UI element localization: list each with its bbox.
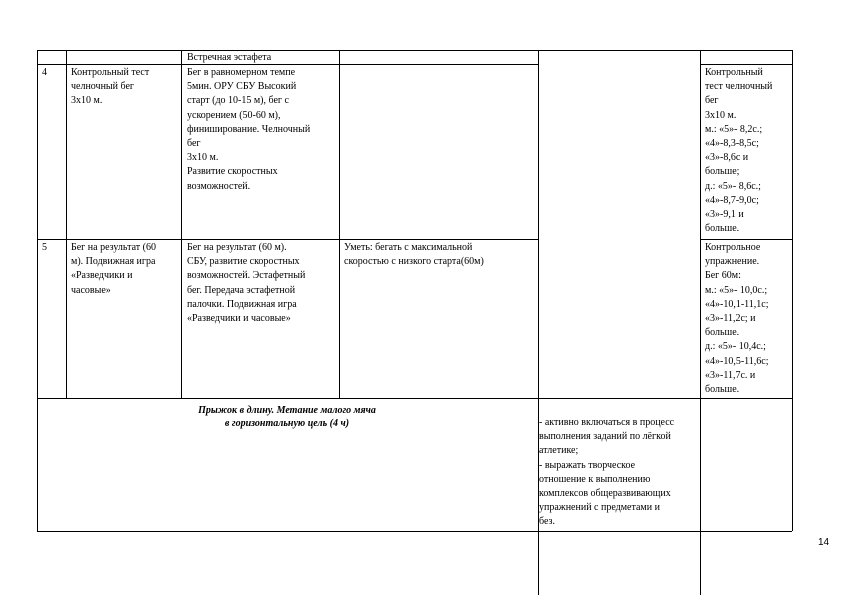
lesson-content-cell: Бег на результат (60 м). СБУ, развитие скоростных возможностей. Эстафетный бег. Передача эстафетной палочки. Подвижная игра «Разведчики и часовые» xyxy=(187,242,306,325)
page-number: 14 xyxy=(818,537,830,548)
lesson-content-cell: Встречная эстафета xyxy=(187,52,272,63)
row-divider xyxy=(700,64,792,65)
column-divider xyxy=(339,50,340,398)
lesson-topic-cell: Контрольный тест челночный бег 3х10 м. xyxy=(71,67,150,107)
control-norms-cell: Контрольный тест челночный бег 3х10 м. м.: «5»- 8,2с.; «4»-8,3-8,5с; «3»-8,6с и больше; д.: «5»- 8,6с.; «4»-8,7-9,0с; «3»-9,1 и больше. xyxy=(705,67,773,235)
control-norms-cell: Контрольное упражнение. Бег 60м: м.: «5»- 10,0с.; «4»-10,1-11,1с; «3»-11,2с; и больше. д.: «5»- 10,4с.; «4»-10,5-11,6с; «3»-11,7с. и больше. xyxy=(705,242,769,396)
column-divider xyxy=(700,50,701,595)
lesson-content-cell: Бег в равномерном темпе 5мин. ОРУ СБУ Высокий старт (до 10-15 м), бег с ускорением (50-60 м), финиширование. Челночный бег 3х10 м. Развитие скоростных возможностей. xyxy=(187,67,311,192)
row-divider xyxy=(700,239,792,240)
table-right-border xyxy=(792,50,793,531)
column-divider xyxy=(181,50,182,398)
row-divider xyxy=(37,64,538,65)
section-title-line1: Прыжок в длину. Метание малого мяча xyxy=(198,405,376,416)
section-outcomes-cell: - активно включаться в процесс выполнения заданий по лёгкой атлетике; - выражать творческое отношение к выполнению комплексов общеразвивающих упражнений с предметами и без. xyxy=(539,417,675,528)
row-divider xyxy=(37,398,792,399)
skills-cell: Уметь: бегать с максимальной скоростью с низкого старта(60м) xyxy=(344,242,484,268)
table-top-border xyxy=(37,50,792,51)
table-left-border xyxy=(37,50,38,531)
lesson-topic-cell: Бег на результат (60 м). Подвижная игра «Разведчики и часовые» xyxy=(71,242,156,296)
column-divider xyxy=(66,50,67,398)
section-title-line2: в горизонтальную цель (4 ч) xyxy=(224,418,350,429)
lesson-number-cell: 5 xyxy=(42,242,47,253)
lesson-number-cell: 4 xyxy=(42,67,47,78)
row-divider xyxy=(37,531,792,532)
row-divider xyxy=(37,239,538,240)
